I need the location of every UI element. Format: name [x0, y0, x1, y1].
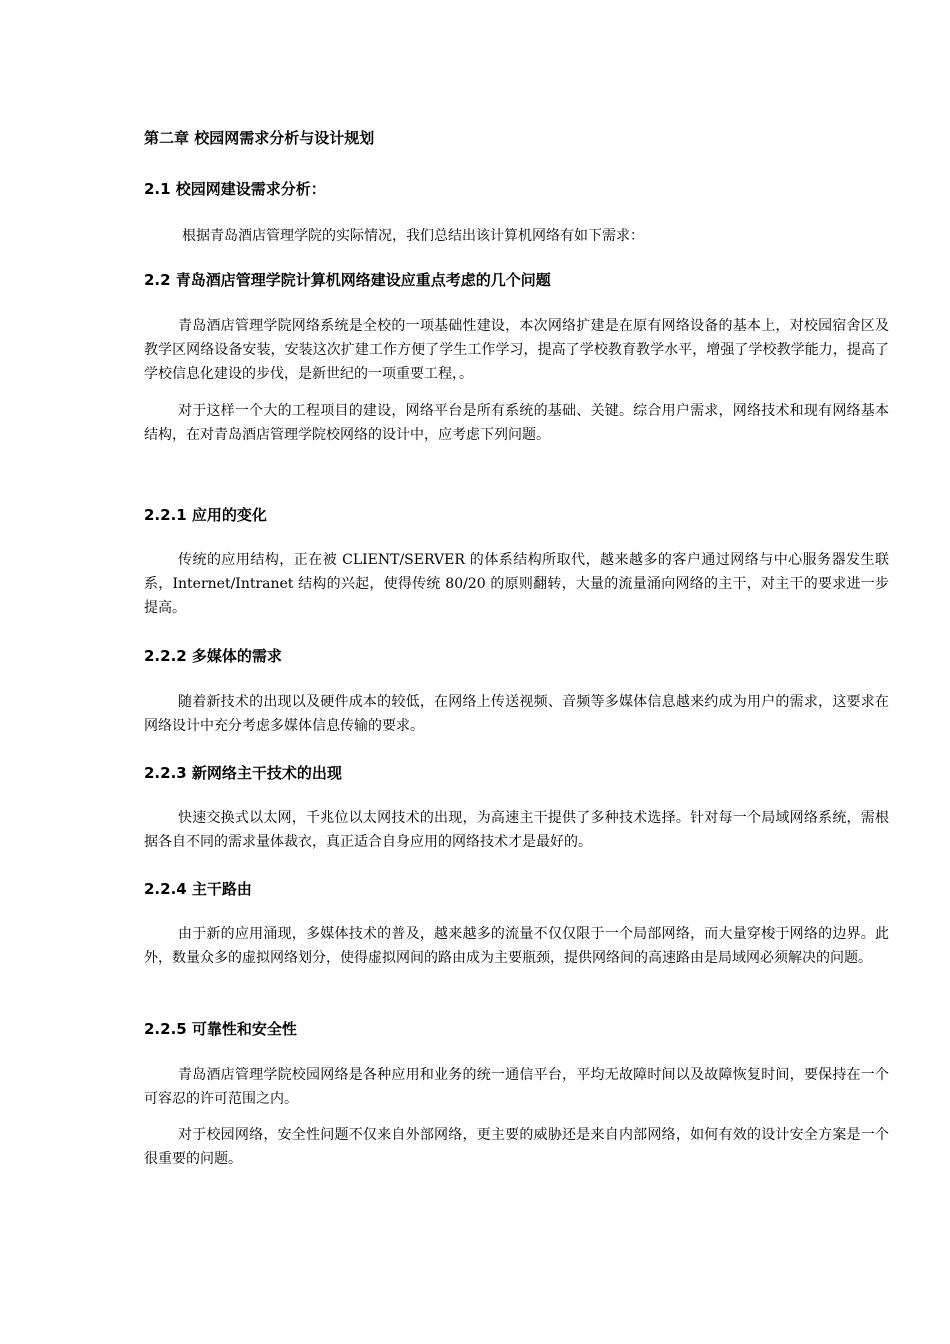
- paragraph-2-1-1: 根据青岛酒店管理学院的实际情况，我们总结出该计算机网络有如下需求：: [182, 228, 644, 244]
- section-heading-2-2-2: 2.2.2 多媒体的需求: [144, 647, 282, 665]
- paragraph-2-2-1: 青岛酒店管理学院网络系统是全校的一项基础性建设，本次网络扩建是在原有网络设备的基本上，对校园宿舍区及教学区网络设备安装，安装这次扩建工作方便了学生工作学习，提高了学校教育教学水平，增强了学校教学能力，提高了学校信息化建设的步伐，是新世纪的一项重要工程，。: [144, 318, 889, 382]
- paragraph-2-2-5-1: 青岛酒店管理学院校园网络是各种应用和业务的统一通信平台，平均无故障时间以及故障恢复时间，要保持在一个可容忍的许可范围之内。: [144, 1067, 889, 1107]
- section-heading-2-2-1: 2.2.1 应用的变化: [144, 506, 267, 524]
- section-heading-2-2: 2.2 青岛酒店管理学院计算机网络建设应重点考虑的几个问题: [144, 271, 551, 289]
- paragraph-2-2-3-1: 快速交换式以太网，千兆位以太网技术的出现，为高速主干提供了多种技术选择。针对每一个局域网络系统，需根据各自不同的需求量体裁衣，真正适合自身应用的网络技术才是最好的。: [144, 810, 889, 850]
- chapter-title: 第二章 校园网需求分析与设计规划: [144, 129, 375, 147]
- section-heading-2-2-4: 2.2.4 主干路由: [144, 880, 252, 898]
- section-heading-2-1: 2.1 校园网建设需求分析：: [144, 180, 326, 198]
- paragraph-2-2-1-1: 传统的应用结构，正在被 CLIENT/SERVER 的体系结构所取代，越来越多的客户通过网络与中心服务器发生联系，Internet/Intranet 结构的兴起，使得传统 80/20 的原则翻转，大量的流量涌向网络的主干，对主干的要求进一步提高。: [144, 552, 889, 616]
- section-heading-2-2-5: 2.2.5 可靠性和安全性: [144, 1020, 297, 1038]
- paragraph-2-2-2: 对于这样一个大的工程项目的建设，网络平台是所有系统的基础、关键。综合用户需求，网络技术和现有网络基本结构，在对青岛酒店管理学院校网络的设计中，应考虑下列问题。: [144, 403, 889, 443]
- paragraph-2-2-4-1: 由于新的应用涌现，多媒体技术的普及，越来越多的流量不仅仅限于一个局部网络，而大量穿梭于网络的边界。此外，数量众多的虚拟网络划分，使得虚拟网间的路由成为主要瓶颈，提供网络间的高速路由是局域网必须解决的问题。: [144, 926, 889, 966]
- paragraph-2-2-5-2: 对于校园网络，安全性问题不仅来自外部网络，更主要的威胁还是来自内部网络，如何有效的设计安全方案是一个很重要的问题。: [144, 1127, 889, 1167]
- paragraph-2-2-2-1: 随着新技术的出现以及硬件成本的较低，在网络上传送视频、音频等多媒体信息越来约成为用户的需求，这要求在网络设计中充分考虑多媒体信息传输的要求。: [144, 694, 889, 734]
- section-heading-2-2-3: 2.2.3 新网络主干技术的出现: [144, 764, 342, 782]
